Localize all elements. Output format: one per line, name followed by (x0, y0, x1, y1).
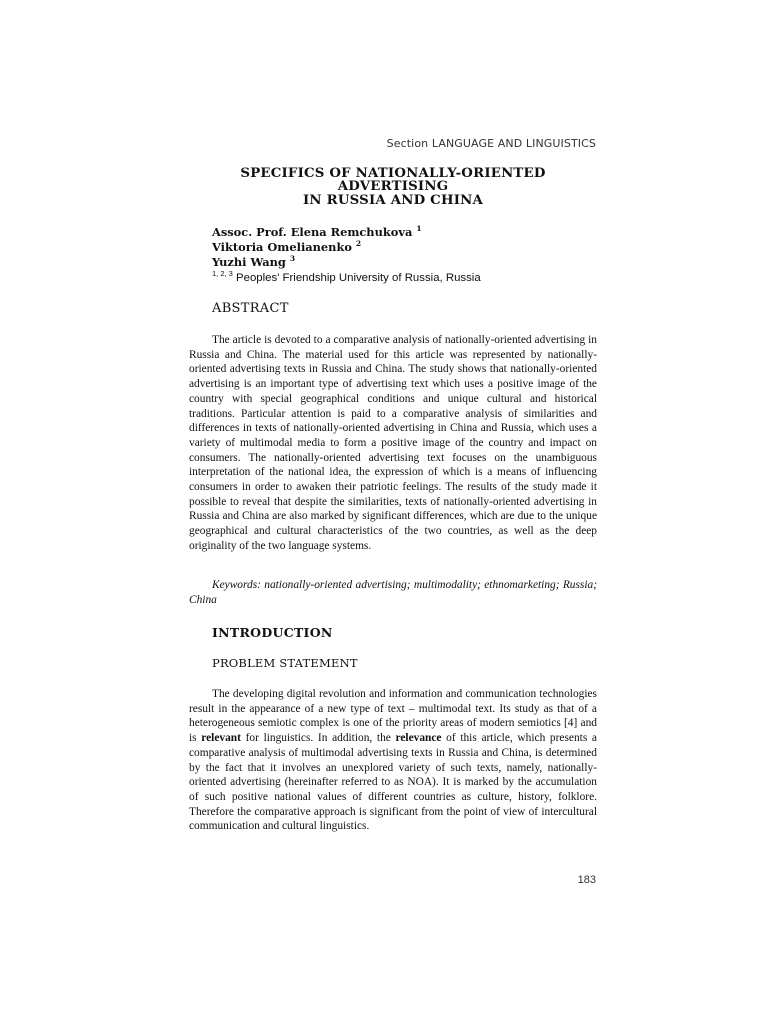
author-2-name: Viktoria Omelianenko (212, 240, 352, 254)
introduction-heading: INTRODUCTION (212, 625, 333, 640)
intro-text-part-1: The developing digital revolution and information and communication technologies result in the appearance of a new type of text – multimodal text. Its study as that of a heterogeneous semiotic complex is one of the priority areas of modern semiotics [4] and is (189, 688, 597, 745)
abstract-heading: ABSTRACT (212, 301, 289, 316)
abstract-text: The article is devoted to a comparative analysis of nationally-oriented advertising in Russia and China. The material used for this article was represented by nationally-oriented advertising texts in Russia and China. The study shows that nationally-oriented advertising is an important type of advertising text which uses a positive image of the country with special geographical conditions and unique cultural and historical traditions. Particular attention is paid to a comparative analysis of similarities and differences in texts of nationally-oriented advertising in China and Russia, which uses a variety of multimodal media to form a positive image of the country and impact on consumers. The nationally-oriented advertising text focuses on the unambiguous interpretation of the national idea, the expression of which is a means of influencing consumers in order to awaken their patriotic feelings. The results of the study made it possible to reveal that despite the similarities, texts of nationally-oriented advertising in Russia and China are also marked by significant differences, which are due to the unique geographical and cultural characteristics of the two countries, as well as the deep originality of the two language systems. (189, 334, 597, 552)
author-1-name: Assoc. Prof. Elena Remchukova (212, 225, 413, 239)
intro-bold-relevant: relevant (201, 732, 241, 745)
author-1 (212, 225, 481, 240)
page-number: 183 (577, 874, 596, 886)
keywords: Keywords: nationally-oriented advertising; multimodality; ethnomarketing; Russia; China (189, 579, 597, 606)
intro-text-part-3: of this article, which presents a comparative analysis of multimodal advertising texts in Russia and China, is determined by the fact that it involves an unexplored variety of such texts, namely, nationally-oriented advertising (hereinafter referred to as NOA). It is marked by the accumulation of such positive national values of different countries as culture, history, folklore. Therefore the comparative approach is significant from the point of view of intercultural communication and cultural linguistics. (189, 732, 597, 833)
paper-title-line-2: IN RUSSIA AND CHINA (303, 193, 483, 208)
author-3-affil-mark: 3 (289, 254, 296, 264)
introduction-text (189, 687, 597, 834)
intro-bold-relevance: relevance (395, 732, 442, 745)
problem-statement-subheading: PROBLEM STATEMENT (212, 656, 358, 670)
author-2-affil-mark: 2 (355, 239, 362, 249)
affiliation (212, 269, 481, 284)
intro-text-part-2: for linguistics. In addition, the (240, 732, 396, 745)
author-3-name: Yuzhi Wang (212, 255, 286, 269)
author-2 (212, 240, 481, 255)
paper-title-line-1: SPECIFICS OF NATIONALLY-ORIENTED ADVERTISING (240, 166, 546, 195)
section-header: Section LANGUAGE AND LINGUISTICS (386, 137, 596, 150)
affiliation-text: Peoples' Friendship University of Russia, Russia (236, 272, 481, 284)
author-1-affil-mark: 1 (416, 224, 422, 234)
affiliation-marks: 1, 2, 3 (212, 269, 233, 279)
author-block (212, 225, 481, 286)
author-3 (212, 255, 481, 270)
